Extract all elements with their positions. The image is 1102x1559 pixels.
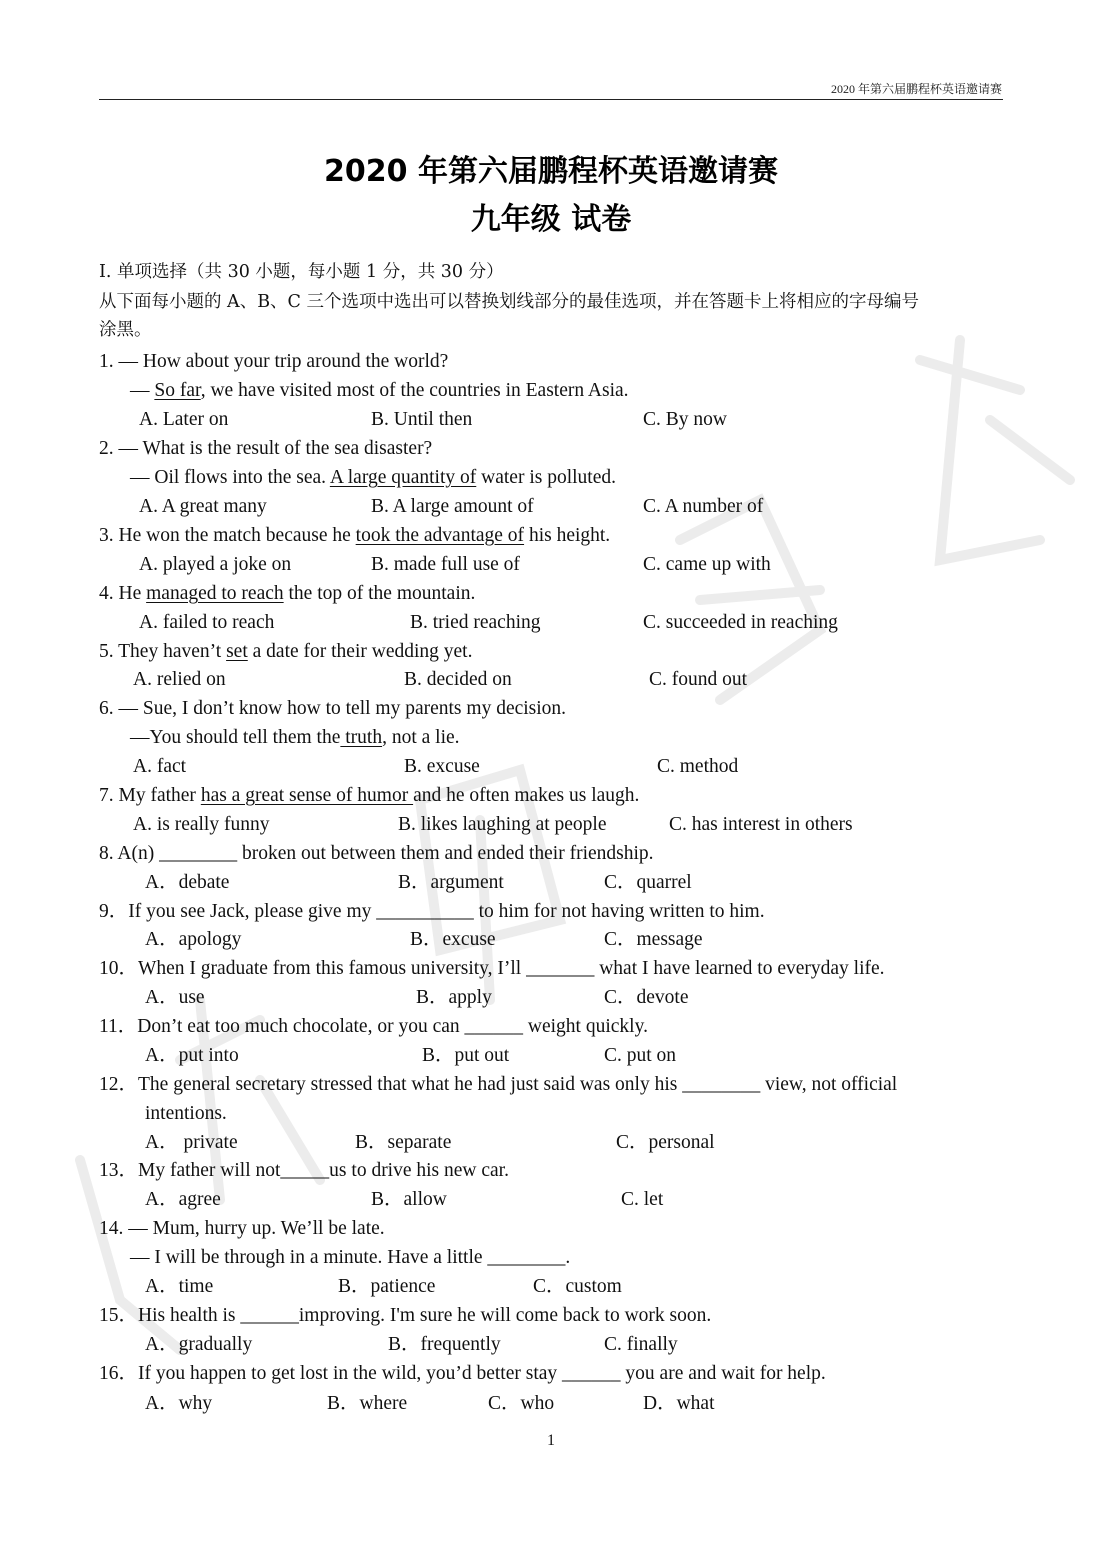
question-16-option-a: A．why xyxy=(145,1393,213,1414)
question-11-option-a: A．put into xyxy=(145,1045,239,1066)
question-6-stem: 6. — Sue, I don’t know how to tell my parents my decision. xyxy=(99,698,567,719)
question-6-option-a: A. fact xyxy=(133,756,187,777)
question-14-option-a: A．time xyxy=(145,1276,214,1297)
question-9-stem: 9．If you see Jack, please give my __________ to him for not having written to him. xyxy=(99,901,765,922)
question-11-option-b: B．put out xyxy=(422,1045,510,1066)
question-14-response: — I will be through in a minute. Have a little ________. xyxy=(130,1247,571,1268)
page-title: 2020 年第六届鹏程杯英语邀请赛 xyxy=(324,154,778,189)
question-1-response: — So far, we have visited most of the countries in Eastern Asia. xyxy=(130,380,629,401)
question-13-stem: 13．My father will not_____us to drive his new car. xyxy=(99,1160,509,1181)
question-1-stem: 1. — How about your trip around the world? xyxy=(99,351,449,372)
question-2-underlined: A large quantity of xyxy=(329,467,477,488)
question-4-option-b: B. tried reaching xyxy=(410,612,541,633)
question-4-option-a: A. failed to reach xyxy=(139,612,275,633)
question-9-option-a: A．apology xyxy=(145,929,242,950)
page-subtitle: 九年级 试卷 xyxy=(470,202,632,237)
question-8-option-b: B．argument xyxy=(398,872,504,893)
question-1-option-c: C. By now xyxy=(643,409,727,430)
running-header: 2020 年第六届鹏程杯英语邀请赛 xyxy=(830,82,1002,96)
question-4-underlined: managed to reach xyxy=(146,583,284,604)
question-6-option-c: C. method xyxy=(657,756,739,777)
header-rule xyxy=(99,99,1003,100)
question-12-stem-continued: intentions. xyxy=(145,1103,227,1124)
question-14-stem: 14. — Mum, hurry up. We’ll be late. xyxy=(99,1218,385,1239)
question-12-option-a: A． private xyxy=(145,1132,238,1153)
question-7-underlined: has a great sense of humor xyxy=(200,785,414,806)
question-11-option-c: C. put on xyxy=(604,1045,677,1066)
question-8-option-a: A．debate xyxy=(145,872,230,893)
question-2-stem: 2. — What is the result of the sea disaster? xyxy=(99,438,433,459)
question-15-option-a: A．gradually xyxy=(145,1334,253,1355)
question-2-response: — Oil flows into the sea. A large quantity of water is polluted. xyxy=(130,467,616,488)
question-16-option-c: C．who xyxy=(488,1393,555,1414)
question-3-option-c: C. came up with xyxy=(643,554,771,575)
question-10-option-a: A．use xyxy=(145,987,205,1008)
question-13-option-a: A．agree xyxy=(145,1189,221,1210)
question-6-underlined: truth xyxy=(340,727,383,748)
question-3-option-a: A. played a joke on xyxy=(139,554,292,575)
question-14-option-b: B．patience xyxy=(338,1276,436,1297)
question-15-stem: 15．His health is ______improving. I'm sure he will come back to work soon. xyxy=(99,1305,712,1326)
question-5-underlined: set xyxy=(226,641,248,662)
question-13-option-b: B．allow xyxy=(371,1189,447,1210)
question-9-option-c: C．message xyxy=(604,929,703,950)
question-12-option-c: C．personal xyxy=(616,1132,715,1153)
question-12-option-b: B．separate xyxy=(355,1132,452,1153)
question-16-option-d: D．what xyxy=(643,1393,715,1414)
question-5-option-c: C. found out xyxy=(649,669,748,690)
question-4-option-c: C. succeeded in reaching xyxy=(643,612,838,633)
question-3-option-b: B. made full use of xyxy=(371,554,520,575)
question-1-underlined: So far xyxy=(154,380,201,401)
question-8-option-c: C．quarrel xyxy=(604,872,692,893)
question-12-stem: 12．The general secretary stressed that what he had just said was only his ________ view, not official xyxy=(99,1074,898,1095)
question-3-underlined: took the advantage of xyxy=(355,525,525,546)
question-5-stem: 5. They haven’t set a date for their wedding yet. xyxy=(99,641,473,662)
question-10-option-b: B．apply xyxy=(416,987,492,1008)
question-3-stem: 3. He won the match because he took the advantage of his height. xyxy=(99,525,611,546)
question-14-option-c: C．custom xyxy=(533,1276,622,1297)
section-heading: I. 单项选择（共 30 小题，每小题 1 分，共 30 分） xyxy=(99,262,504,282)
question-5-option-b: B. decided on xyxy=(404,669,512,690)
question-7-stem: 7. My father has a great sense of humor and he often makes us laugh. xyxy=(99,785,640,806)
question-6-response: —You should tell them the truth, not a lie. xyxy=(130,727,460,748)
question-2-option-c: C. A number of xyxy=(643,496,764,517)
question-6-option-b: B. excuse xyxy=(404,756,480,777)
question-8-stem: 8. A(n) ________ broken out between them and ended their friendship. xyxy=(99,843,654,864)
question-5-option-a: A. relied on xyxy=(133,669,226,690)
question-7-option-c: C. has interest in others xyxy=(669,814,853,835)
section-instruction-line1: 从下面每小题的 A、B、C 三个选项中选出可以替换划线部分的最佳选项，并在答题卡上将相应的字母编号 xyxy=(99,292,920,312)
section-instruction-line2: 涂黑。 xyxy=(99,320,152,340)
question-16-option-b: B．where xyxy=(327,1393,408,1414)
question-10-option-c: C．devote xyxy=(604,987,689,1008)
question-7-option-a: A. is really funny xyxy=(133,814,270,835)
question-13-option-c: C. let xyxy=(621,1189,664,1210)
question-1-option-b: B. Until then xyxy=(371,409,473,430)
question-15-option-b: B．frequently xyxy=(388,1334,501,1355)
question-2-option-a: A. A great many xyxy=(139,496,267,517)
question-7-option-b: B. likes laughing at people xyxy=(398,814,607,835)
question-1-option-a: A. Later on xyxy=(139,409,229,430)
question-4-stem: 4. He managed to reach the top of the mountain. xyxy=(99,583,476,604)
question-16-stem: 16．If you happen to get lost in the wild, you’d better stay ______ you are and wait for help. xyxy=(99,1363,826,1384)
question-9-option-b: B．excuse xyxy=(410,929,496,950)
page-number: 1 xyxy=(547,1432,555,1449)
question-2-option-b: B. A large amount of xyxy=(371,496,534,517)
question-11-stem: 11．Don’t eat too much chocolate, or you can ______ weight quickly. xyxy=(99,1016,648,1037)
question-10-stem: 10．When I graduate from this famous university, I’ll _______ what I have learned to everyday life. xyxy=(99,958,885,979)
question-15-option-c: C. finally xyxy=(604,1334,678,1355)
